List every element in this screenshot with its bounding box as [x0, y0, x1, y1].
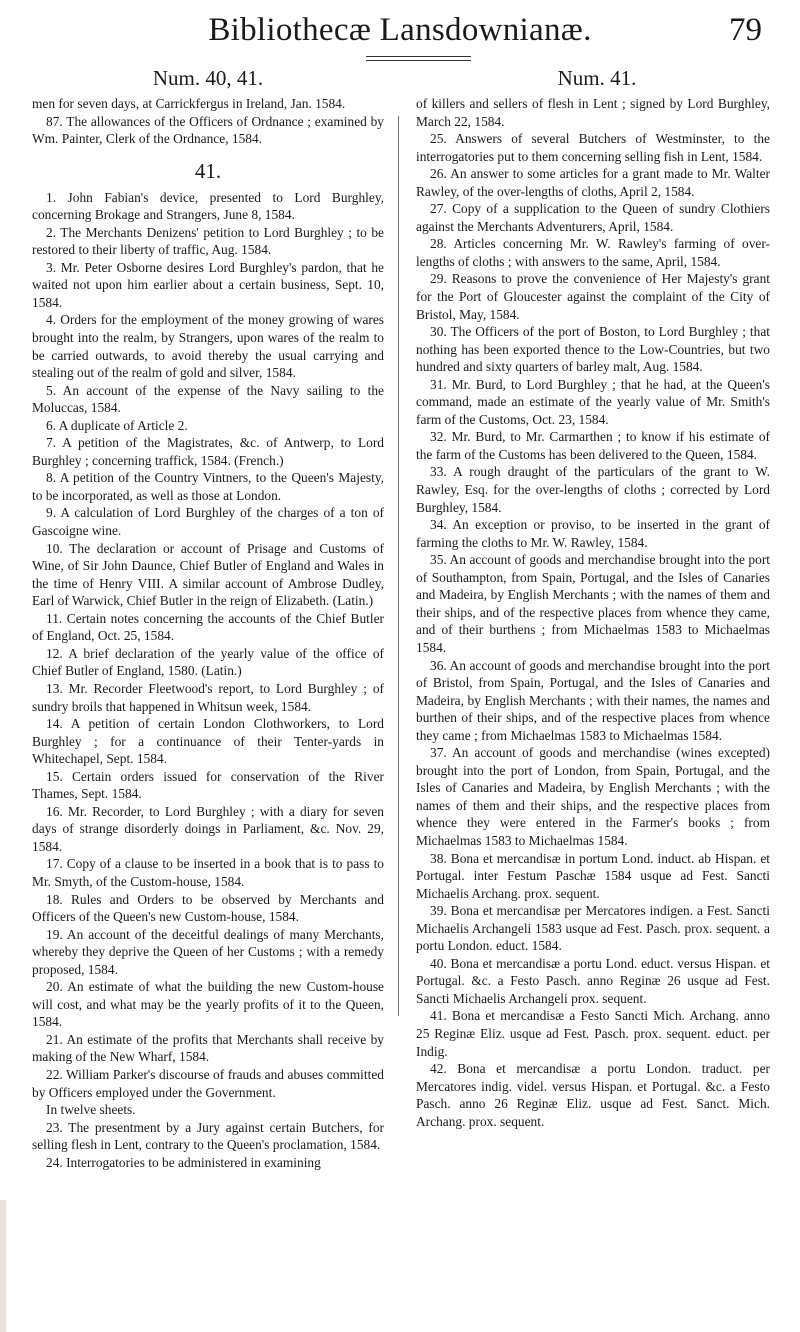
catalogue-entry: 11. Certain notes concerning the accounts of the Chief Butler of England, Oct. 25, 1584. [32, 610, 384, 644]
catalogue-entry: 8. A petition of the Country Vintners, to the Queen's Majesty, to be incorporated, as well as those at London. [32, 470, 384, 503]
catalogue-entry: 9. A calculation of Lord Burghley of the charges of a ton of Gascoigne wine. [32, 505, 384, 539]
catalogue-entry: 27. Copy of a supplication to the Queen of sundry Clothiers against the Merchants Adventurers, April, 1584. [416, 201, 770, 234]
catalogue-entry: In twelve sheets. [46, 1102, 136, 1118]
right-column [416, 64, 770, 1130]
catalogue-entry: 15. Certain orders issued for conservation of the River Thames, Sept. 1584. [32, 768, 384, 802]
catalogue-entry: 20. An estimate of what the building the new Custom-house will cost, and what may be the yearly profits of it to the Queen, 1584. [32, 979, 384, 1030]
catalogue-entry: 34. An exception or proviso, to be inserted in the grant of farming the cloths to Mr. W. Rawley, 1584. [416, 517, 770, 550]
continued-entry: men for seven days, at Carrickfergus in Ireland, Jan. 1584. [32, 96, 346, 111]
catalogue-entry: 26. An answer to some articles for a grant made to Mr. Walter Rawley, of the over-lengths of cloths, April 2, 1584. [416, 166, 770, 199]
catalogue-entry: 1. John Fabian's device, presented to Lord Burghley, concerning Brokage and Strangers, June 8, 1584. [32, 189, 384, 223]
running-title: Bibliothecæ Lansdownianæ. [208, 12, 592, 48]
catalogue-entry: 12. A brief declaration of the yearly value of the office of Chief Butler of England, 1580. (Latin.) [32, 645, 384, 679]
catalogue-entry: 2. The Merchants Denizens' petition to Lord Burghley ; to be restored to their liberty of traffic, Aug. 1584. [32, 224, 384, 258]
catalogue-entry: 21. An estimate of the profits that Merchants shall receive by making of the New Wharf, 1584. [32, 1031, 384, 1065]
catalogue-entry: 41. Bona et mercandisæ a Festo Sancti Mich. Archang. anno 25 Reginæ Eliz. usque ad Fest. Pasch. prox. sequent. educt. per Indig. [416, 1008, 770, 1059]
section-heading: 41. [194, 158, 222, 183]
catalogue-entry: 4. Orders for the employment of the money growing of wares brought into the realm, by Strangers, upon wares of the realm to be carried outwards, to avoid thereby the usual carrying and stealing out of the realm of gold and silver, 1584. [32, 312, 384, 381]
catalogue-entry: 33. A rough draught of the particulars of the grant to W. Rawley, Esq. for the over-lengths of cloths ; corrected by Lord Burghley, 1584. [416, 464, 770, 515]
catalogue-entry: 39. Bona et mercandisæ per Mercatores indigen. a Fest. Sancti Michaelis Archangeli 1583 usque ad Fest. Pasch. prox. sequent. a portu London. educt. 1584. [416, 903, 770, 954]
scan-edge [0, 1200, 6, 1332]
right-column-heading: Num. 41. [557, 66, 637, 90]
catalogue-entry: 42. Bona et mercandisæ a portu London. traduct. per Mercatores indig. videl. versus Hispan. et Portugal. &c. a Festo Pasch. anno 26 Reginæ Eliz. usque ad Fest. Sanct. Mich. Archang. prox. sequent. [416, 1061, 770, 1129]
catalogue-entry: 35. An account of goods and merchandise brought into the port of Southampton, from Spain, Portugal, and the Isles of Canaries and Madeira, by English Merchants ; with the names of them and their ships, and of the respective places from whence they came, and of their burthens ; from Michaelmas 1583 to Michaelmas 1584. [416, 552, 770, 655]
left-column-heading: Num. 40, 41. [152, 66, 264, 90]
catalogue-entry: 13. Mr. Recorder Fleetwood's report, to Lord Burghley ; of sundry broils that happened in Whitsun week, 1584. [32, 680, 384, 714]
catalogue-entry: 5. An account of the expense of the Navy sailing to the Moluccas, 1584. [32, 382, 384, 416]
catalogue-entry: 40. Bona et mercandisæ a portu Lond. educt. versus Hispan. et Portugal. &c. a Festo Pasch. anno Reginæ 26 usque ad Fest. Sancti Michaelis Archangeli prox. sequent. [416, 955, 770, 1006]
catalogue-entry: 14. A petition of certain London Clothworkers, to Lord Burghley ; for a continuance of their Tenter-yards in Whitechapel, Sept. 1584. [32, 716, 384, 767]
catalogue-entry: 25. Answers of several Butchers of Westminster, to the interrogatories put to them concerning selling fish in Lent, 1584. [416, 131, 770, 164]
catalogue-entry: 3. Mr. Peter Osborne desires Lord Burghley's pardon, that he waited not upon him earlier about a certain business, Sept. 10, 1584. [32, 259, 384, 310]
catalogue-entry: 30. The Officers of the port of Boston, to Lord Burghley ; that nothing has been exported thence to the Low-Countries, but two hundred and sixty quarters of barley malt, Aug. 1584. [416, 324, 770, 375]
continued-entry: of killers and sellers of flesh in Lent ; signed by Lord Burghley, March 22, 1584. [416, 96, 770, 129]
catalogue-entry: 22. William Parker's discourse of frauds and abuses committed by Officers employed under the Government. [32, 1066, 384, 1100]
catalogue-entry: 31. Mr. Burd, to Lord Burghley ; that he had, at the Queen's command, made an estimate of the yearly value of Mr. Smith's farm of the Customs, Oct. 23, 1584. [416, 376, 770, 427]
column-divider [398, 116, 399, 1016]
page-header [30, 8, 770, 58]
header-rule [366, 56, 471, 61]
catalogue-entry: 17. Copy of a clause to be inserted in a book that is to pass to Mr. Smyth, of the Custom-house, 1584. [32, 856, 384, 889]
left-column [32, 64, 384, 1171]
catalogue-entry: 19. An account of the deceitful dealings of many Merchants, whereby they deprive the Queen of her Customs ; with a remedy proposed, 1584. [32, 926, 384, 977]
catalogue-entry: 10. The declaration or account of Prisage and Customs of Wine, of Sir John Daunce, Chief Butler of England and Wales in the time of Henry VIII. A similar account of Ambrose Dudley, Earl of Warwick, Chief Butler in the reign of Elizabeth. (Latin.) [32, 540, 384, 609]
catalogue-entry: 29. Reasons to prove the convenience of Her Majesty's grant for the Port of Gloucester against the complaint of the City of Bristol, May, 1584. [416, 271, 770, 322]
catalogue-entry: 7. A petition of the Magistrates, &c. of Antwerp, to Lord Burghley ; concerning traffick, 1584. (French.) [32, 435, 384, 468]
catalogue-entry: 6. A duplicate of Article 2. [46, 417, 188, 433]
left-entries [32, 189, 384, 1172]
catalogue-entry: 38. Bona et mercandisæ in portum Lond. induct. ab Hispan. et Portugal. inter Festum Paschæ 1584 usque ad Fest. Sancti Michaelis Archang. prox. sequent. [416, 850, 770, 901]
catalogue-entry: 18. Rules and Orders to be observed by Merchants and Officers of the Queen's new Custom-house, 1584. [32, 891, 384, 925]
catalogue-entry: 32. Mr. Burd, to Mr. Carmarthen ; to know if his estimate of the farm of the Customs has been delivered to the Queen, 1584. [416, 429, 770, 462]
catalogue-entry: 36. An account of goods and merchandise brought into the port of Bristol, from Spain, Portugal, and the Isles of Canaries and Madeira, by English Merchants ; with their names, the names and burthen of their ships, and of the respective places from whence they came ; from Michaelmas 1583 to Michaelmas 1584. [416, 657, 770, 743]
catalogue-entry: 28. Articles concerning Mr. W. Rawley's farming of over-lengths of cloths ; with answers to the same, April, 1584. [416, 236, 770, 269]
catalogue-entry: 16. Mr. Recorder, to Lord Burghley ; with a diary for seven days of strange disorderly doings in Parliament, &c. Nov. 29, 1584. [32, 803, 384, 854]
right-entries [416, 130, 770, 1130]
catalogue-entry: 87. The allowances of the Officers of Ordnance ; examined by Wm. Painter, Clerk of the Ordnance, 1584. [32, 113, 384, 147]
page-number: 79 [729, 12, 762, 48]
catalogue-entry: 24. Interrogatories to be administered in examining [46, 1154, 321, 1170]
catalogue-entry: 23. The presentment by a Jury against certain Butchers, for selling flesh in Lent, contrary to the Queen's proclamation, 1584. [32, 1119, 384, 1153]
catalogue-entry: 37. An account of goods and merchandise (wines excepted) brought into the port of London, from Spain, Portugal, and the Isles of Canaries and Madeira, by English Merchants ; with the names of them and their ships, and the respective places from whence they were entered in the Farmer's books ; from Michaelmas 1583 to Michaelmas 1584. [416, 745, 770, 848]
